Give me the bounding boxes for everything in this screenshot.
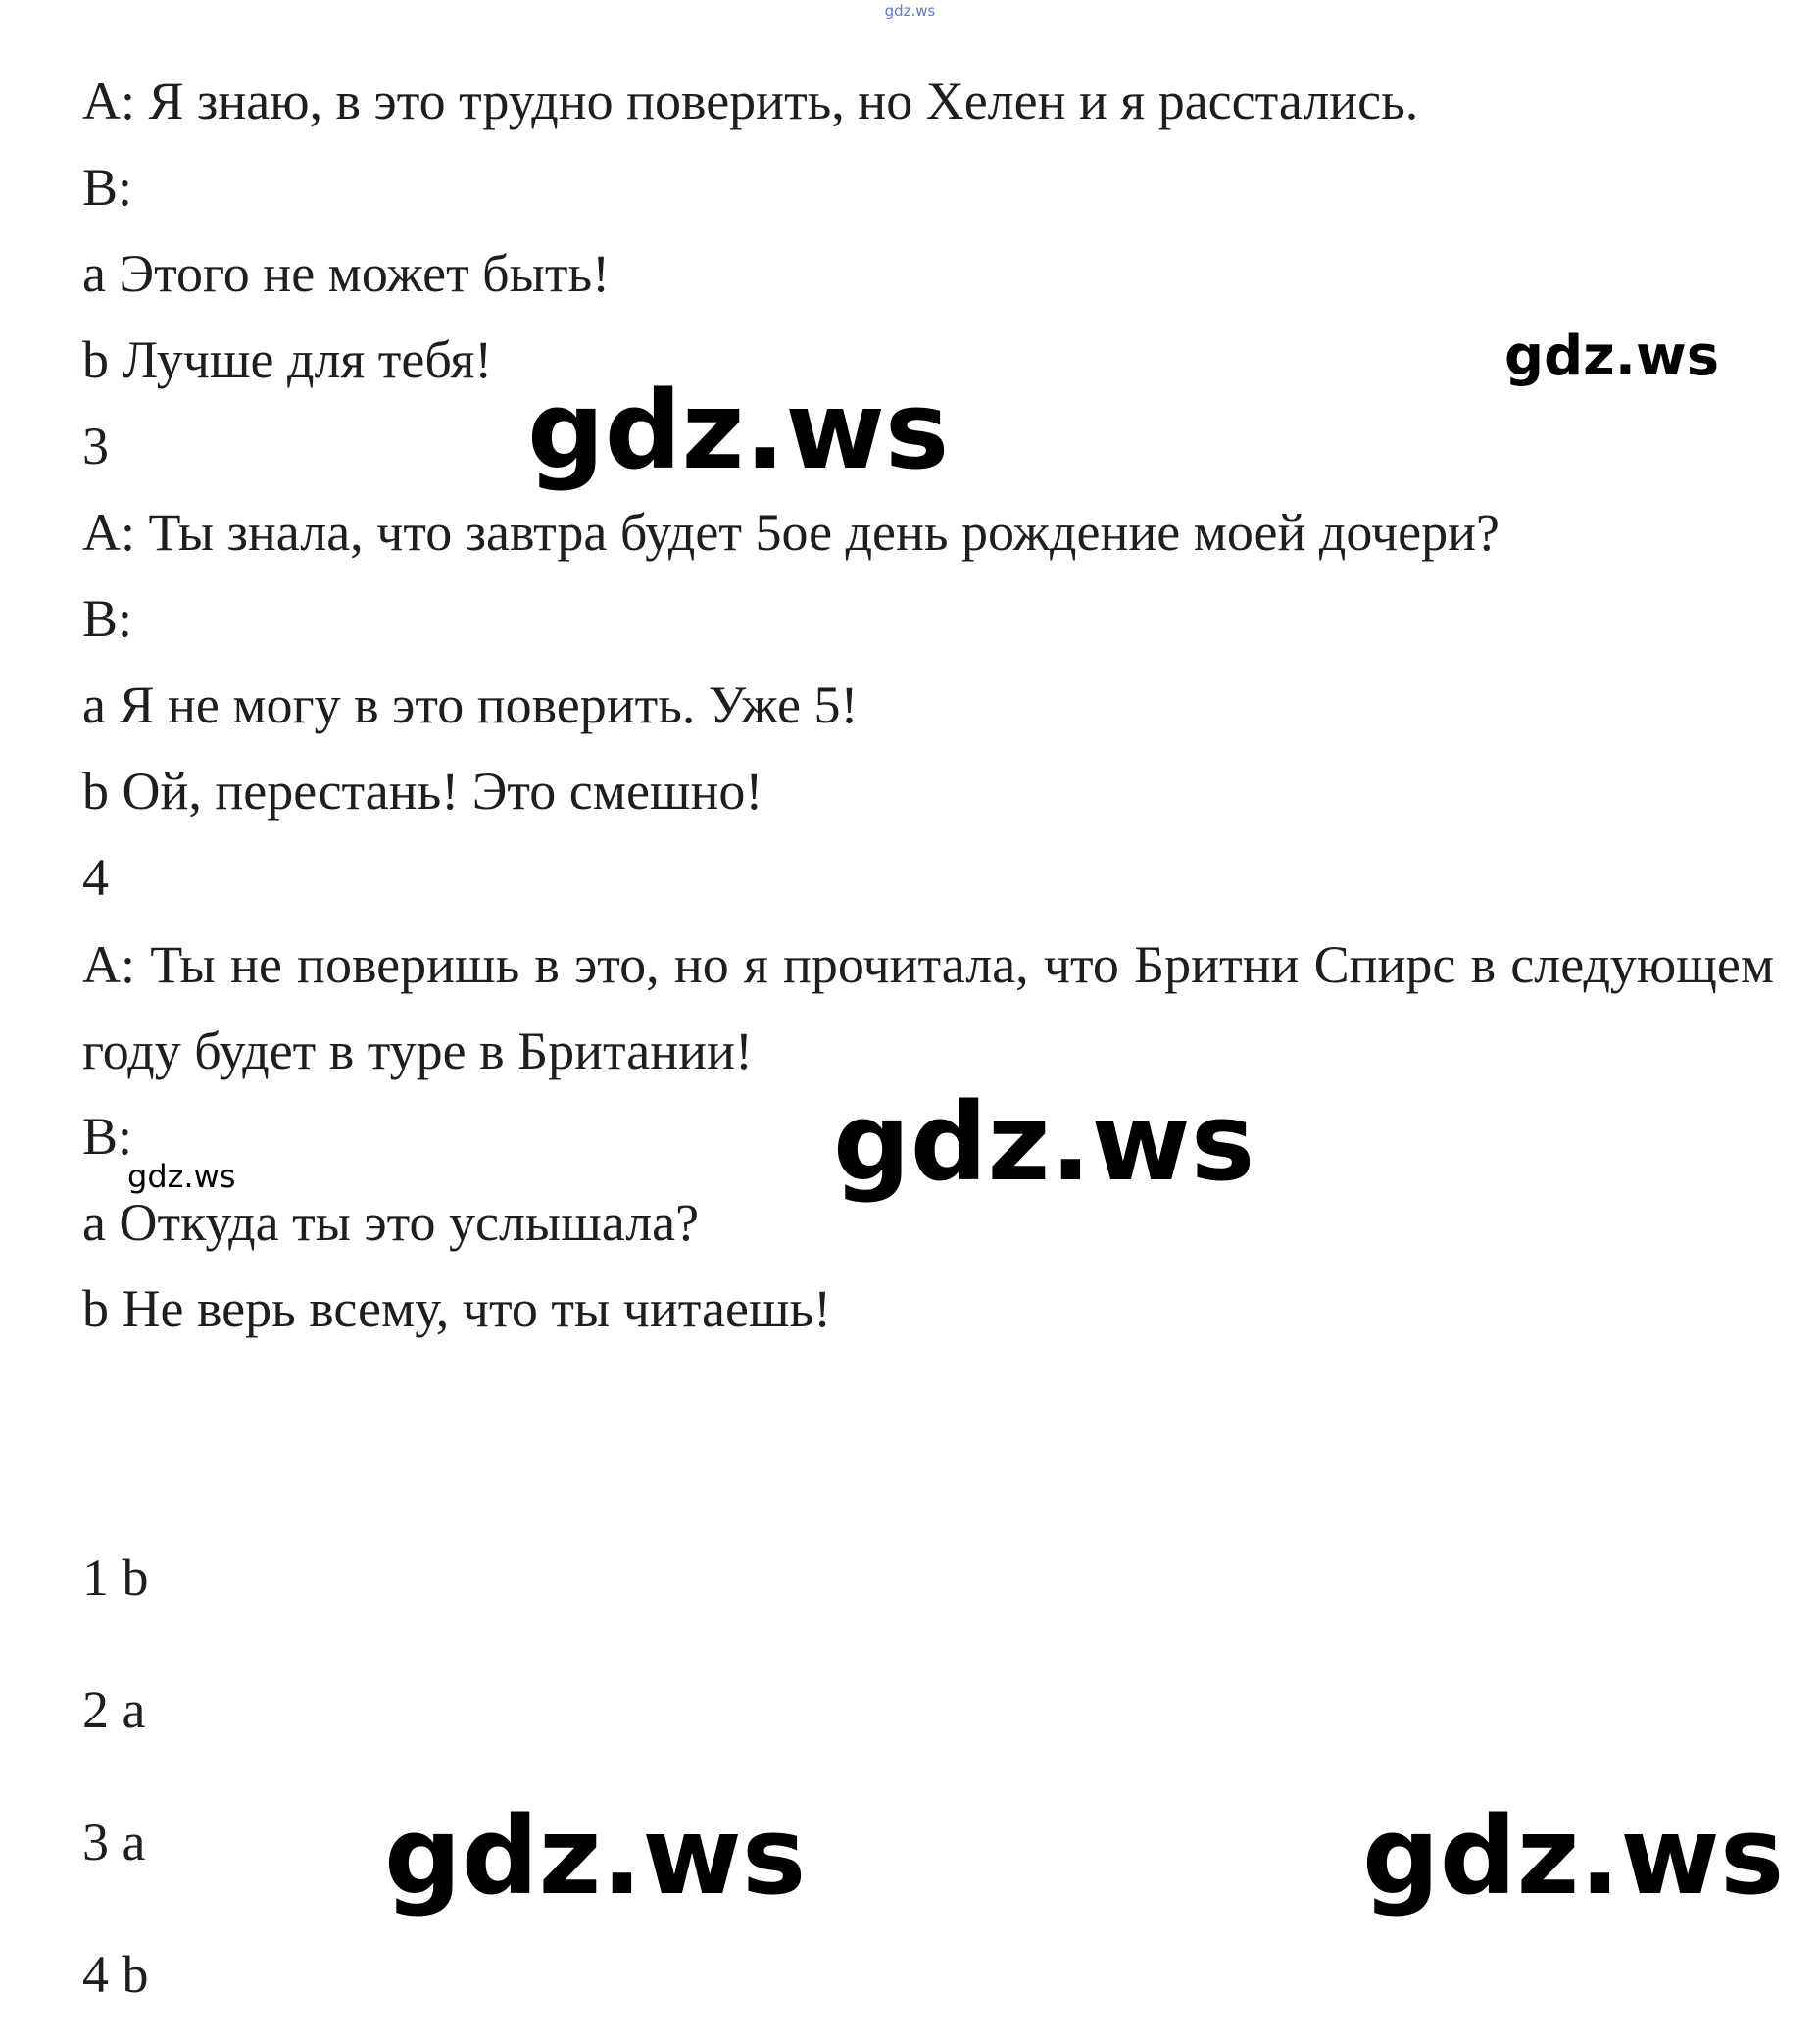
dialogue-line: a Откуда ты это услышала? xyxy=(82,1193,700,1252)
dialogue-paragraph: A: Ты не поверишь в это, но я прочитала, что Бритни Спирс в следующем году будет в туре в Британии! xyxy=(82,935,1774,1080)
dialogue-line: b Лучше для тебя! xyxy=(82,330,493,389)
watermark: gdz.ws xyxy=(384,1793,807,1918)
dialogue-line: b Ой, перестань! Это смешно! xyxy=(82,762,763,821)
dialogue-line: B: xyxy=(82,158,133,217)
watermark: gdz.ws xyxy=(1362,1793,1785,1918)
dialogue-line: A: Я знаю, в это трудно поверить, но Хелен и я расстались. xyxy=(82,72,1419,130)
answer-line: 2 a xyxy=(82,1680,146,1739)
watermark: gdz.ws xyxy=(1504,324,1720,388)
watermark: gdz.ws xyxy=(833,1079,1255,1205)
dialogue-line: a Я не могу в это поверить. Уже 5! xyxy=(82,675,859,734)
dialogue-line: B: xyxy=(82,589,133,648)
answer-line: 1 b xyxy=(82,1548,149,1607)
answer-line: 3 a xyxy=(82,1813,146,1871)
watermark: gdz.ws xyxy=(527,368,950,493)
answer-line: 4 b xyxy=(82,1945,149,2004)
dialogue-line: B: xyxy=(82,1107,133,1166)
dialogue-line: b Не верь всему, что ты читаешь! xyxy=(82,1279,832,1338)
dialogue-number: 3 xyxy=(82,417,109,475)
dialogue-line: A: Ты знала, что завтра будет 5ое день рождение моей дочери? xyxy=(82,503,1500,562)
site-mark-header: gdz.ws xyxy=(884,2,936,20)
dialogue-number: 4 xyxy=(82,848,109,907)
dialogue-line: a Этого не может быть! xyxy=(82,244,611,303)
watermark: gdz.ws xyxy=(127,1158,236,1195)
